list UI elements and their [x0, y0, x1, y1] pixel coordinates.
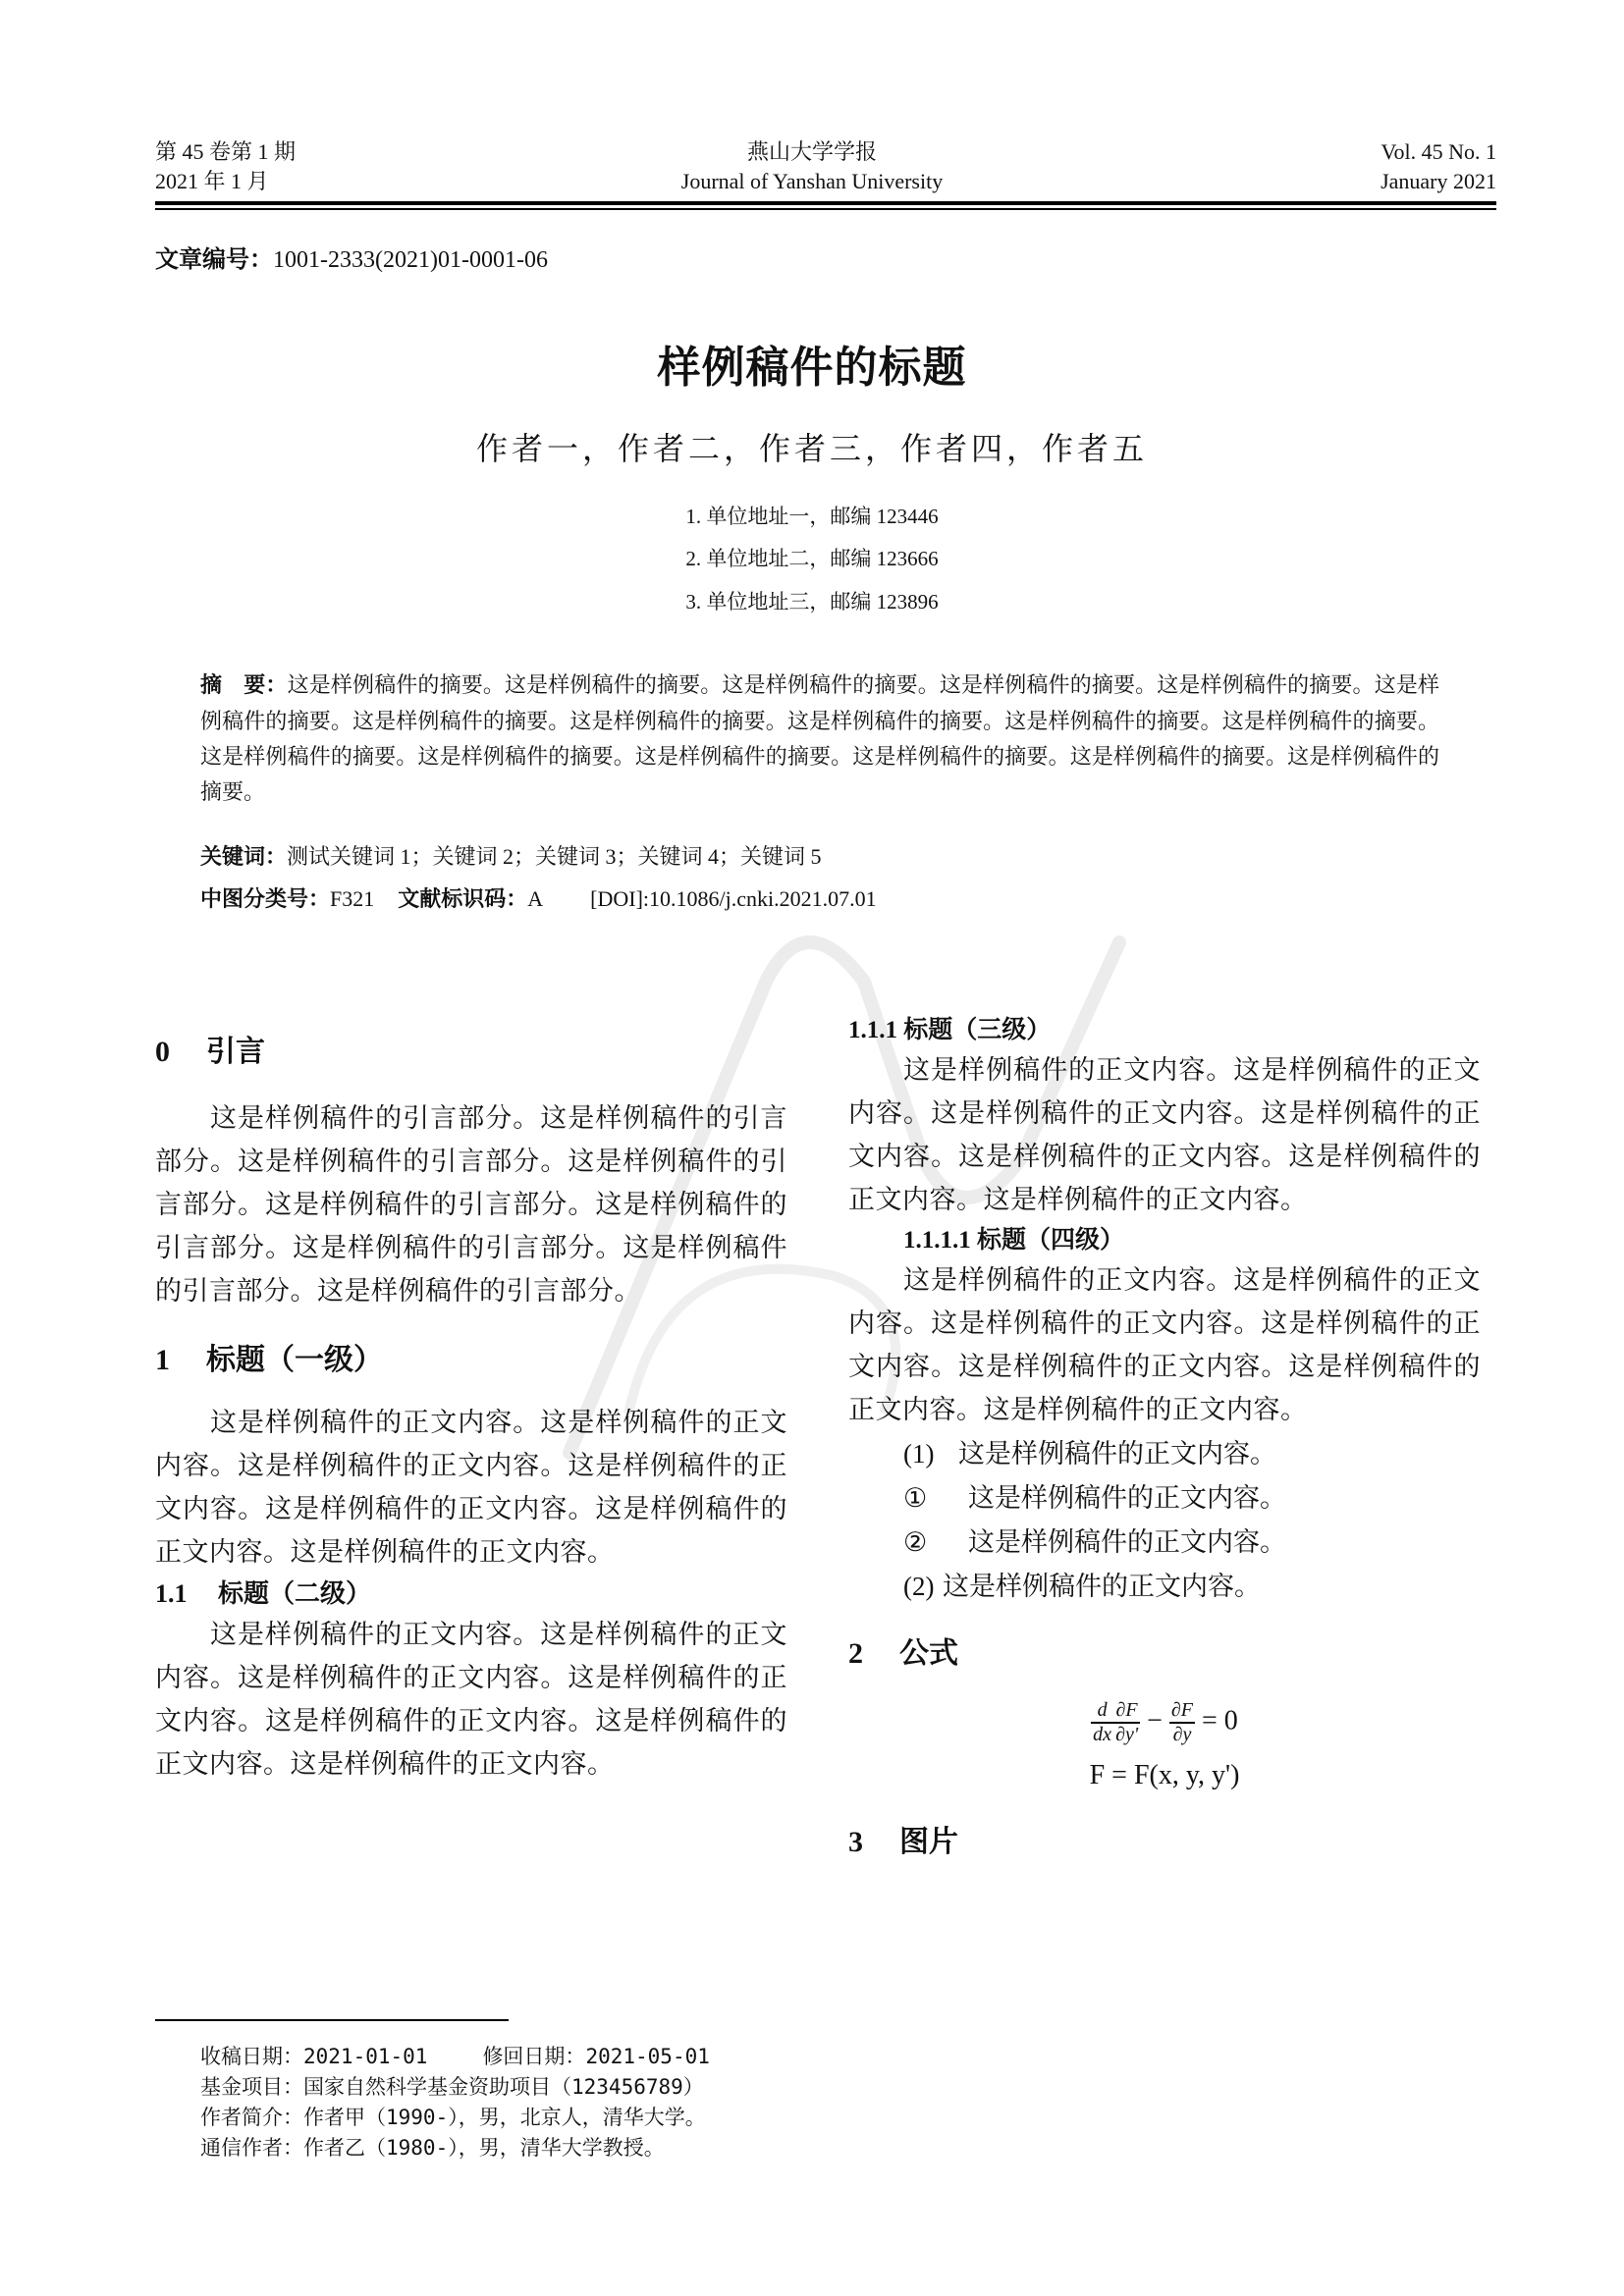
keywords: [200, 840, 822, 871]
list-text: 这是样例稿件的正文内容。: [943, 1572, 1261, 1602]
section-1-1-1-1-body: 这是样例稿件的正文内容。这是样例稿件的正文内容。这是样例稿件的正文内容。这是样例稿件的正文内容。这是样例稿件的正文内容。这是样例稿件的正文内容。这是样例稿件的正文内容。: [848, 1265, 1481, 1425]
doc-code-value: A: [527, 886, 544, 911]
fraction: [1113, 1699, 1140, 1746]
fraction: [1091, 1699, 1113, 1746]
keywords-label: 关键词：: [200, 845, 288, 870]
clc-label: 中图分类号：: [200, 887, 331, 912]
list-item: [848, 1565, 1481, 1609]
section-title: 引言: [206, 1035, 265, 1069]
affiliation-1: 1. 单位地址一，邮编 123446: [685, 505, 939, 528]
section-title: 公式: [899, 1636, 958, 1671]
section-title: 标题（四级）: [977, 1227, 1125, 1254]
section-number: 0: [155, 1036, 170, 1068]
right-column: [848, 1011, 1481, 1860]
section-number: 1.1.1.1: [903, 1227, 971, 1254]
section-1-body: 这是样例稿件的正文内容。这是样例稿件的正文内容。这是样例稿件的正文内容。这是样例稿件的正文内容。这是样例稿件的正文内容。这是样例稿件的正文内容。这是样例稿件的正文内容。: [155, 1408, 787, 1568]
journal-name-cn: 燕山大学学报: [746, 139, 877, 164]
section-2-heading: [848, 1629, 1481, 1672]
section-1-1-body: 这是样例稿件的正文内容。这是样例稿件的正文内容。这是样例稿件的正文内容。这是样例稿件的正文内容。这是样例稿件的正文内容。这是样例稿件的正文内容。这是样例稿件的正文内容。: [155, 1620, 787, 1780]
revised-date: 2021-05-01: [585, 2045, 710, 2068]
denominator: ∂y': [1115, 1724, 1139, 1745]
affiliation-3: 3. 单位地址三，邮编 123896: [685, 590, 939, 614]
list-item: [848, 1476, 1481, 1521]
left-column: [155, 1027, 787, 1787]
fund-label: 基金项目：: [200, 2075, 303, 2099]
abstract: [200, 667, 1439, 810]
section-number: 1.1: [155, 1579, 188, 1608]
list-marker: (1): [903, 1439, 935, 1468]
header-right: [1380, 137, 1496, 196]
section-1-1-1-1-heading: [848, 1222, 1481, 1259]
volume-en: Vol. 45 No. 1: [1380, 139, 1496, 164]
section-1-heading: [155, 1335, 787, 1378]
footnotes: [200, 2042, 710, 2163]
author-bio-line: [200, 2103, 710, 2133]
section-number: 1: [155, 1344, 170, 1376]
numerator: d: [1091, 1699, 1113, 1724]
section-number: 3: [848, 1826, 863, 1858]
article-number: [155, 240, 548, 274]
article-number-value: 1001-2333(2021)01-0001-06: [273, 247, 548, 273]
numerator: ∂F: [1169, 1699, 1195, 1724]
list-marker: (2): [903, 1572, 935, 1601]
list-text: 这是样例稿件的正文内容。: [968, 1483, 1286, 1514]
corresponding-author-line: [200, 2133, 710, 2163]
fund-text: 国家自然科学基金资助项目（123456789）: [303, 2075, 704, 2099]
header-rule-thick: [155, 201, 1496, 205]
numerator: ∂F: [1113, 1699, 1140, 1724]
minus-sign: −: [1147, 1705, 1163, 1736]
section-title: 标题（三级）: [903, 1015, 1052, 1043]
keywords-text: 测试关键词 1；关键词 2；关键词 3；关键词 4；关键词 5: [287, 844, 822, 869]
section-0-heading: [155, 1027, 787, 1070]
abstract-text: 这是样例稿件的摘要。这是样例稿件的摘要。这是样例稿件的摘要。这是样例稿件的摘要。这是样例稿件的摘要。这是样例稿件的摘要。这是样例稿件的摘要。这是样例稿件的摘要。这是样例稿件的摘要。这是样例稿件的摘要。这是样例稿件的摘要。这是样例稿件的摘要。这是样例稿件的摘要。这是样例稿件的摘要。这是样例稿件的摘要。这是样例稿件的摘要。这是样例稿件的摘要。: [200, 672, 1439, 804]
section-title: 标题（一级）: [206, 1343, 383, 1377]
list-marker: ②: [903, 1527, 928, 1557]
section-number: 2: [848, 1637, 863, 1670]
corr-text: 作者乙（1980-），男，清华大学教授。: [303, 2136, 665, 2160]
section-title: 标题（二级）: [218, 1579, 372, 1609]
section-3-heading: [848, 1817, 1481, 1860]
paper-title: 样例稿件的标题: [657, 343, 967, 393]
classification-line: [200, 882, 877, 913]
corr-label: 通信作者：: [200, 2136, 303, 2160]
clc-value: F321: [330, 886, 375, 911]
fund-line: [200, 2072, 710, 2103]
journal-name-en: Journal of Yanshan University: [680, 169, 944, 193]
denominator: ∂y: [1172, 1724, 1192, 1745]
doi: [DOI]:10.1086/j.cnki.2021.07.01: [590, 886, 877, 911]
euler-lagrange-equation: [848, 1699, 1481, 1746]
equals-zero: = 0: [1202, 1705, 1238, 1736]
list-marker: ①: [903, 1483, 928, 1513]
article-number-label: 文章编号：: [155, 245, 273, 273]
section-number: 1.1.1: [848, 1017, 897, 1043]
received-label: 收稿日期：: [200, 2045, 303, 2068]
section-1-1-1-body: 这是样例稿件的正文内容。这是样例稿件的正文内容。这是样例稿件的正文内容。这是样例稿件的正文内容。这是样例稿件的正文内容。这是样例稿件的正文内容。这是样例稿件的正文内容。: [848, 1055, 1481, 1215]
abstract-label: 摘 要：: [200, 673, 288, 698]
section-1-1-1-heading: [848, 1011, 1481, 1049]
section-1-1-heading: [155, 1575, 787, 1614]
affiliation-2: 2. 单位地址二，邮编 123666: [685, 547, 939, 570]
received-date: 2021-01-01: [303, 2045, 428, 2068]
section-0-body: 这是样例稿件的引言部分。这是样例稿件的引言部分。这是样例稿件的引言部分。这是样例稿件的引言部分。这是样例稿件的引言部分。这是样例稿件的引言部分。这是样例稿件的引言部分。这是样例稿件的引言部分。这是样例稿件的引言部分。: [155, 1103, 787, 1307]
list-text: 这是样例稿件的正文内容。: [958, 1439, 1276, 1469]
section-title: 图片: [899, 1825, 958, 1859]
issue-date-cn: 2021 年 1 月: [155, 169, 269, 193]
header-rule-thin: [155, 208, 1496, 210]
function-definition: F = F(x, y, y'): [1089, 1760, 1240, 1790]
footnote-rule: [155, 2019, 509, 2021]
issue-date-en: January 2021: [1380, 169, 1496, 193]
received-date-line: [200, 2042, 710, 2072]
fraction: [1169, 1699, 1195, 1746]
author-list: 作者一，作者二，作者三，作者四，作者五: [475, 430, 1148, 467]
revised-label: 修回日期：: [482, 2045, 586, 2068]
doc-code-label: 文献标识码：: [398, 887, 528, 912]
list-text: 这是样例稿件的正文内容。: [968, 1527, 1286, 1558]
denominator: dx: [1093, 1724, 1112, 1745]
list-item: [848, 1521, 1481, 1565]
list-item: [848, 1432, 1481, 1476]
bio-label: 作者简介：: [200, 2106, 303, 2129]
bio-text: 作者甲（1990-），男，北京人，清华大学。: [303, 2106, 706, 2129]
volume-issue: 第 45 卷第 1 期: [155, 139, 297, 164]
